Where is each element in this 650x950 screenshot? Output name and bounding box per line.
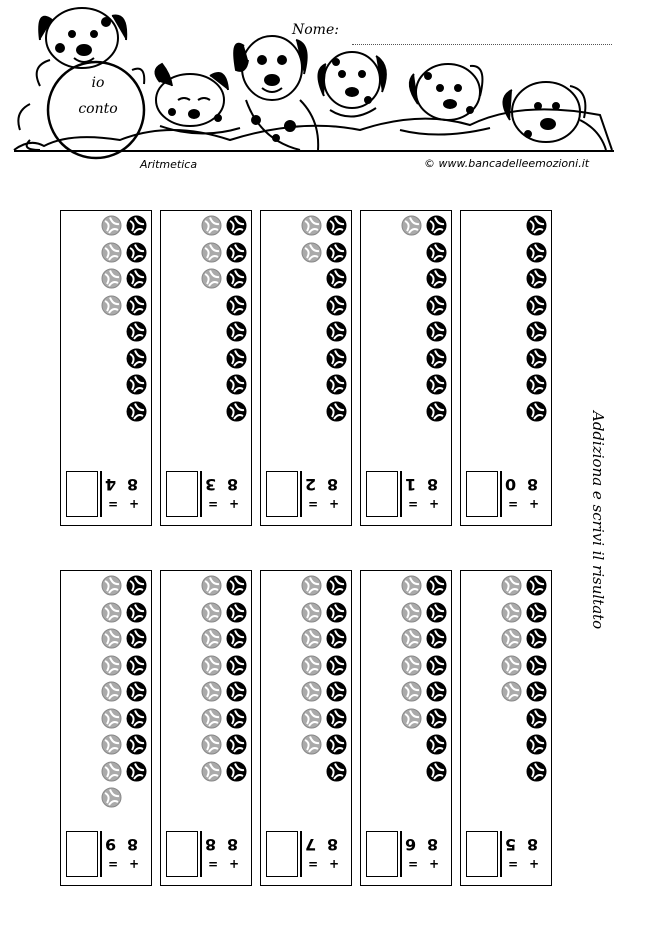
light-ball-icon [501,681,522,702]
light-ball-icon [401,708,422,729]
dark-ball-icon [226,628,247,649]
result-bar [400,471,402,517]
equals-sign: = [308,497,319,511]
counting-balls [291,575,347,795]
plus-sign: + [529,857,540,871]
light-ball-icon [101,242,122,263]
light-ball-icon [101,575,122,596]
light-ball-icon [101,734,122,755]
dark-ball-icon [526,761,547,782]
light-ball-icon [201,575,222,596]
first-addend: 8 [427,475,439,494]
dark-ball-icon [526,575,547,596]
first-addend: 8 [227,475,239,494]
dark-ball-icon [426,655,447,676]
dark-ball-icon [326,734,347,755]
light-ball-icon [301,681,322,702]
dark-ball-icon [126,681,147,702]
dark-ball-icon [326,401,347,422]
dark-ball-icon [126,295,147,316]
copyright-url: © www.bancadelleemozioni.it [424,157,590,170]
plus-sign: + [329,857,340,871]
instruction-text [583,411,613,686]
light-ball-icon [201,215,222,236]
answer-box[interactable] [66,831,98,877]
badge-line-2: conto [78,101,118,117]
result-bar [500,831,502,877]
second-addend: 9 [105,835,117,854]
second-addend: 0 [505,475,517,494]
dark-ball-icon [426,708,447,729]
first-addend: 8 [327,835,339,854]
dark-ball-icon [226,242,247,263]
dark-ball-icon [426,295,447,316]
dark-ball-icon [526,734,547,755]
dark-ball-icon [126,348,147,369]
light-ball-icon [501,602,522,623]
result-bar [200,831,202,877]
light-ball-icon [401,655,422,676]
dark-ball-icon [126,602,147,623]
dark-ball-icon [526,321,547,342]
dark-ball-icon [226,348,247,369]
dark-ball-icon [526,655,547,676]
dark-ball-icon [526,242,547,263]
addition-expression [505,831,549,877]
dark-ball-icon [326,321,347,342]
light-ball-icon [101,708,122,729]
first-addend: 8 [527,475,539,494]
dark-ball-icon [426,602,447,623]
first-addend: 8 [127,835,139,854]
dark-ball-icon [426,242,447,263]
light-ball-icon [401,215,422,236]
answer-box[interactable] [366,471,398,517]
exercise-card [160,210,252,526]
light-ball-icon [201,628,222,649]
equals-sign: = [508,497,519,511]
light-ball-icon [401,602,422,623]
dark-ball-icon [126,655,147,676]
dark-ball-icon [126,268,147,289]
first-addend: 8 [427,835,439,854]
equals-sign: = [108,497,119,511]
addition-expression [205,471,249,517]
dark-ball-icon [526,602,547,623]
dark-ball-icon [526,268,547,289]
equals-sign: = [308,857,319,871]
dark-ball-icon [426,761,447,782]
light-ball-icon [101,295,122,316]
light-ball-icon [201,734,222,755]
plus-sign: + [429,857,440,871]
dark-ball-icon [126,575,147,596]
instruction-label: Addiziona e scrivi il risultato [589,411,607,630]
dark-ball-icon [426,734,447,755]
dark-ball-icon [426,268,447,289]
dark-ball-icon [226,681,247,702]
dark-ball-icon [226,602,247,623]
light-ball-icon [501,655,522,676]
exercise-card [60,570,152,886]
light-ball-icon [301,215,322,236]
dark-ball-icon [226,575,247,596]
addition-expression [505,471,549,517]
dark-ball-icon [426,681,447,702]
addition-expression [205,831,249,877]
exercise-card [360,210,452,526]
light-ball-icon [101,602,122,623]
dark-ball-icon [426,374,447,395]
light-ball-icon [101,761,122,782]
dark-ball-icon [526,401,547,422]
dark-ball-icon [126,734,147,755]
light-ball-icon [101,268,122,289]
second-addend: 5 [505,835,517,854]
result-bar [300,831,302,877]
dark-ball-icon [526,628,547,649]
dark-ball-icon [226,295,247,316]
dark-ball-icon [326,628,347,649]
counting-balls [391,215,447,435]
dark-ball-icon [326,681,347,702]
dark-ball-icon [426,215,447,236]
light-ball-icon [101,215,122,236]
dark-ball-icon [326,655,347,676]
exercise-card [60,210,152,526]
second-addend: 8 [205,835,217,854]
dark-ball-icon [226,708,247,729]
plus-sign: + [129,857,140,871]
light-ball-icon [201,242,222,263]
dark-ball-icon [526,295,547,316]
answer-box[interactable] [466,471,498,517]
result-bar [400,831,402,877]
light-ball-icon [101,628,122,649]
addition-expression [405,831,449,877]
answer-box[interactable] [66,471,98,517]
plus-sign: + [229,857,240,871]
light-ball-icon [501,575,522,596]
light-ball-icon [201,708,222,729]
dark-ball-icon [426,401,447,422]
result-bar [100,831,102,877]
subject-label: Aritmetica [140,158,198,171]
equals-sign: = [508,857,519,871]
dark-ball-icon [326,268,347,289]
result-bar [200,471,202,517]
exercise-card [460,570,552,886]
light-ball-icon [101,787,122,808]
light-ball-icon [101,655,122,676]
light-ball-icon [201,655,222,676]
plus-sign: + [429,497,440,511]
equals-sign: = [408,857,419,871]
addition-expression [105,831,149,877]
dark-ball-icon [226,215,247,236]
exercise-card [360,570,452,886]
second-addend: 7 [305,835,317,854]
dark-ball-icon [526,348,547,369]
dark-ball-icon [326,215,347,236]
equals-sign: = [208,497,219,511]
light-ball-icon [301,242,322,263]
addition-expression [105,471,149,517]
dark-ball-icon [326,575,347,596]
light-ball-icon [301,708,322,729]
dark-ball-icon [126,628,147,649]
io-conto-badge [52,70,144,148]
dark-ball-icon [126,215,147,236]
equals-sign: = [408,497,419,511]
answer-box[interactable] [466,831,498,877]
dark-ball-icon [426,348,447,369]
light-ball-icon [401,681,422,702]
dark-ball-icon [126,242,147,263]
first-addend: 8 [527,835,539,854]
dark-ball-icon [226,374,247,395]
dark-ball-icon [126,374,147,395]
light-ball-icon [201,602,222,623]
worksheet-header [0,0,650,180]
result-bar [500,471,502,517]
dark-ball-icon [326,761,347,782]
dark-ball-icon [126,761,147,782]
dark-ball-icon [126,708,147,729]
plus-sign: + [129,497,140,511]
exercise-card [260,570,352,886]
light-ball-icon [501,628,522,649]
addition-expression [305,831,349,877]
light-ball-icon [401,628,422,649]
second-addend: 3 [205,475,217,494]
result-bar [100,471,102,517]
counting-balls [91,215,147,435]
dark-ball-icon [326,602,347,623]
addition-expression [305,471,349,517]
dark-ball-icon [226,401,247,422]
light-ball-icon [201,681,222,702]
answer-box[interactable] [166,471,198,517]
name-label: Nome: [292,22,339,38]
equals-sign: = [208,857,219,871]
badge-line-1: io [91,75,105,91]
counting-balls [491,215,547,435]
dark-ball-icon [426,575,447,596]
dark-ball-icon [326,348,347,369]
light-ball-icon [301,734,322,755]
light-ball-icon [201,761,222,782]
answer-box[interactable] [166,831,198,877]
counting-balls [291,215,347,435]
dark-ball-icon [526,215,547,236]
second-addend: 1 [405,475,417,494]
first-addend: 8 [227,835,239,854]
second-addend: 6 [405,835,417,854]
dark-ball-icon [526,374,547,395]
dark-ball-icon [526,708,547,729]
plus-sign: + [229,497,240,511]
answer-box[interactable] [266,831,298,877]
counting-balls [191,575,247,795]
dark-ball-icon [226,655,247,676]
light-ball-icon [301,628,322,649]
counting-balls [91,575,147,795]
dark-ball-icon [326,295,347,316]
addition-expression [405,471,449,517]
dark-ball-icon [226,734,247,755]
counting-balls [491,575,547,795]
exercise-card [460,210,552,526]
exercise-card [260,210,352,526]
dark-ball-icon [526,681,547,702]
light-ball-icon [301,655,322,676]
plus-sign: + [329,497,340,511]
dark-ball-icon [326,708,347,729]
light-ball-icon [301,602,322,623]
light-ball-icon [301,575,322,596]
name-field[interactable] [352,44,612,45]
first-addend: 8 [127,475,139,494]
dark-ball-icon [226,321,247,342]
first-addend: 8 [327,475,339,494]
counting-balls [391,575,447,795]
dark-ball-icon [126,401,147,422]
light-ball-icon [201,268,222,289]
dark-ball-icon [126,321,147,342]
second-addend: 2 [305,475,317,494]
result-bar [300,471,302,517]
answer-box[interactable] [366,831,398,877]
light-ball-icon [101,681,122,702]
exercise-card [160,570,252,886]
counting-balls [191,215,247,435]
dark-ball-icon [326,242,347,263]
dark-ball-icon [226,761,247,782]
dark-ball-icon [326,374,347,395]
dark-ball-icon [426,628,447,649]
dark-ball-icon [226,268,247,289]
second-addend: 4 [105,475,117,494]
answer-box[interactable] [266,471,298,517]
equals-sign: = [108,857,119,871]
plus-sign: + [529,497,540,511]
dark-ball-icon [426,321,447,342]
header-divider [14,150,614,152]
light-ball-icon [401,575,422,596]
